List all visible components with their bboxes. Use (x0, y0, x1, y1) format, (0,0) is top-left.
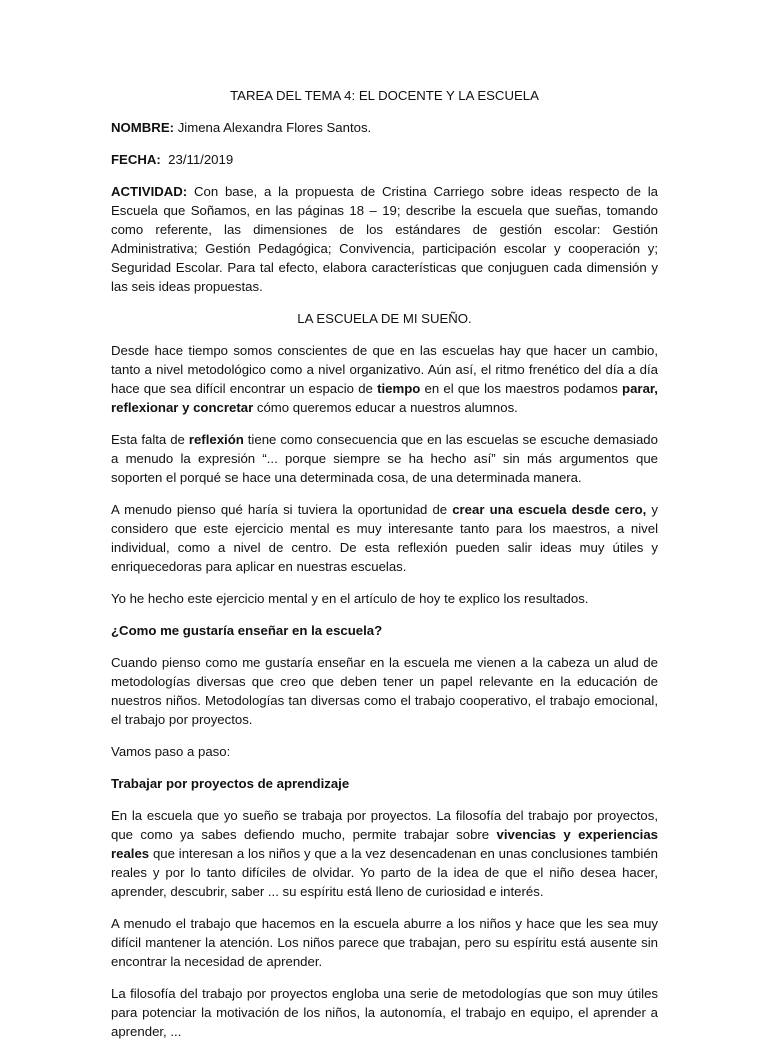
document-title: TAREA DEL TEMA 4: EL DOCENTE Y LA ESCUELA (230, 88, 539, 103)
paragraph-3-text-b: y considero que este ejercicio mental es muy interesante tanto para los maestros, a nivel individual, como a nivel de centro. De esta reflexión pueden salir ideas muy útiles y enriquecedoras para aplicar en nuestras escuelas. (111, 502, 658, 574)
nombre-line (111, 118, 658, 137)
paragraph-1 (111, 341, 658, 417)
paragraph-1-text-b: en el que los maestros podamos (420, 381, 623, 396)
paragraph-7-text-a: En la escuela que yo sueño se trabaja por proyectos. La filosofía del trabajo por proyectos, que como ya sabes defiendo mucho, permite trabajar sobre (111, 808, 658, 842)
paragraph-1-bold-a: tiempo (377, 381, 421, 396)
paragraph-4: Yo he hecho este ejercicio mental y en el artículo de hoy te explico los resultados. (111, 591, 589, 606)
paragraph-7-bold-a: vivencias y experiencias reales (111, 827, 658, 861)
paragraph-3-text-a: A menudo pienso qué haría si tuviera la oportunidad de (111, 502, 453, 517)
section-heading-proyectos: Trabajar por proyectos de aprendizaje (111, 776, 350, 791)
paragraph-2-text-a: Esta falta de (111, 432, 189, 447)
paragraph-1-bold-b: parar, reflexionar y concretar (111, 381, 658, 415)
paragraph-2 (111, 430, 658, 487)
actividad-paragraph (111, 182, 658, 296)
paragraph-3-bold-a: crear una escuela desde cero, (452, 502, 647, 517)
fecha-line (111, 150, 658, 169)
paragraph-3 (111, 500, 658, 576)
paragraph-6: Vamos paso a paso: (111, 744, 231, 759)
paragraph-2-text-b: tiene como consecuencia que en las escuelas se escuche demasiado a menudo la expresión “... porque siempre se ha hecho así” sin más argumentos que soporten el porqué se hace una determinada cosa, de una determinada manera. (111, 432, 658, 485)
paragraph-1-text-c: cómo queremos educar a nuestros alumnos. (253, 400, 518, 415)
paragraph-2-bold-a: reflexión (188, 432, 244, 447)
paragraph-9: La filosofía del trabajo por proyectos engloba una serie de metodologías que son muy útiles para potenciar la motivación de los niños, la autonomía, el trabajo en equipo, el aprender a aprender, ... (111, 986, 658, 1039)
essay-title: LA ESCUELA DE MI SUEÑO. (297, 311, 472, 326)
fecha-label: FECHA: (111, 152, 161, 167)
nombre-label: NOMBRE: (111, 120, 175, 135)
actividad-label: ACTIVIDAD: (111, 184, 188, 199)
paragraph-5: Cuando pienso como me gustaría enseñar en la escuela me vienen a la cabeza un alud de metodologías diversas que creo que deben tener un papel relevante en la educación de nuestros niños. Metodologías tan diversas como el trabajo cooperativo, el trabajo emocional, el trabajo por proyectos. (111, 655, 658, 727)
section-heading-ensenar: ¿Como me gustaría enseñar en la escuela? (111, 623, 383, 638)
paragraph-7-text-b: que interesan a los niños y que a la vez desencadenan en unas conclusiones también reales y por lo tanto difíciles de olvidar. Yo parto de la idea de que el niño desea hacer, aprender, descubrir, saber ... su espíritu está lleno de curiosidad e interés. (111, 846, 658, 899)
paragraph-8: A menudo el trabajo que hacemos en la escuela aburre a los niños y hace que les sea muy difícil mantener la atención. Los niños parece que trabajan, pero su espíritu está ausente sin encontrar la necesidad de aprender. (111, 916, 658, 969)
paragraph-1-text-a: Desde hace tiempo somos conscientes de que en las escuelas hay que hacer un cambio, tanto a nivel metodológico como a nivel organizativo. Aún así, el ritmo frenético del día a día hace que sea difícil encontrar un espacio de (111, 343, 658, 396)
fecha-value: 23/11/2019 (168, 152, 234, 167)
nombre-value: Jimena Alexandra Flores Santos. (177, 120, 372, 135)
paragraph-7 (111, 806, 658, 901)
actividad-text: Con base, a la propuesta de Cristina Carriego sobre ideas respecto de la Escuela que Soñamos, en las páginas 18 – 19; describe la escuela que sueñas, tomando como referente, las dimensiones de los estándares de gestión escolar: Gestión Administrativa; Gestión Pedagógica; Convivencia, participación escolar y cooperación y; Seguridad Escolar. Para tal efecto, elabora características que conjuguen cada dimensión y las seis ideas propuestas. (111, 184, 658, 294)
